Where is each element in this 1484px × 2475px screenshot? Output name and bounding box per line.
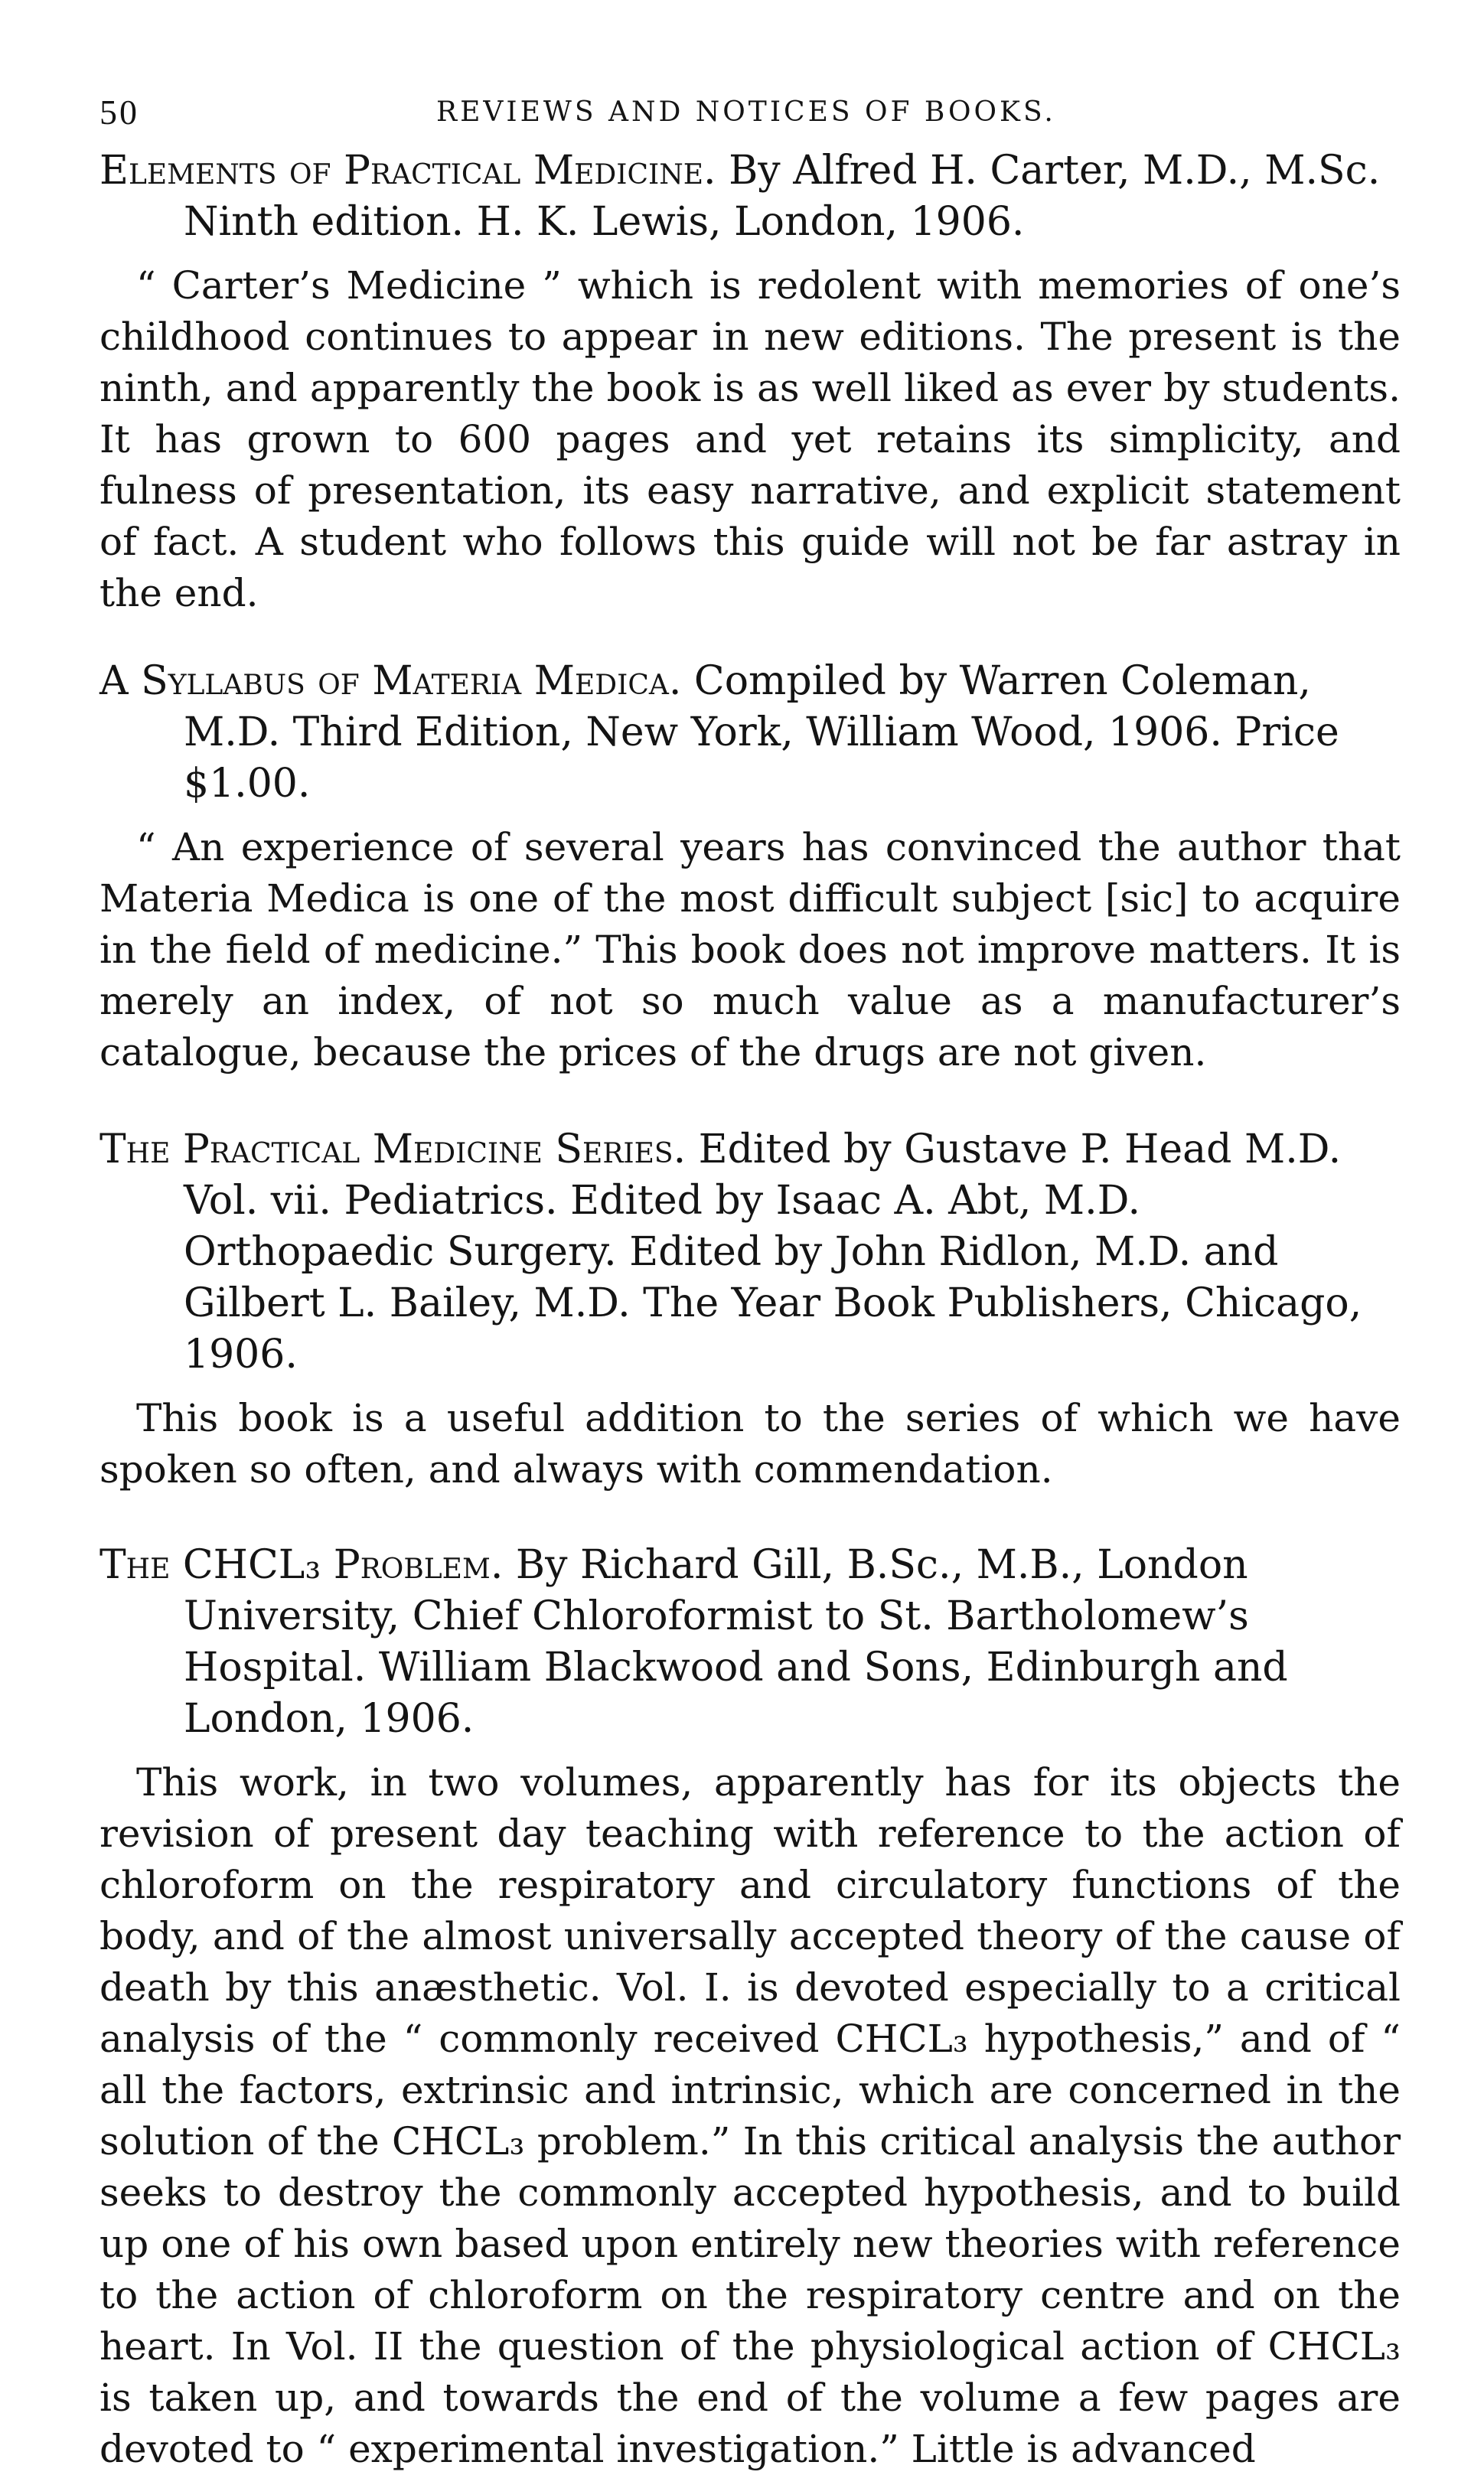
citation (99, 145, 1401, 248)
running-title: REVIEWS AND NOTICES OF BOOKS. (436, 96, 1056, 128)
page-number: 50 (99, 93, 139, 132)
citation-details: Compiled by Warren Coleman, M.D. Third Edition, New York, William Wood, 1906. Price $1.00. (184, 658, 1339, 807)
book-title: The CHCL₃ Problem. (99, 1542, 504, 1588)
review-practical-medicine-series (99, 1124, 1401, 1495)
running-head (99, 92, 1401, 145)
book-title: The Practical Medicine Series. (99, 1127, 687, 1172)
review-text: “ An experience of several years has convinced the author that Materia Medica is one of the most difficult subject [sic] to acquire in the field of medicine.” This book does not improve matters. It is merely an index, of not so much value as a manufacturer’s catalogue, because the prices of the drugs are not given. (99, 825, 1401, 1074)
review-text: This work, in two volumes, apparently has for its objects the revision of present day teaching with reference to the action of chloroform on the respiratory and circulatory functions of the body, and of the almost universally accepted theory of the cause of death by this anæsthetic. Vol. I. is devoted especially to a critical analysis of the “ commonly received CHCL₃ hypothesis,” and of “ all the factors, extrinsic and intrinsic, which are concerned in the solution of the CHCL₃ problem.” In this critical analysis the author seeks to destroy the commonly accepted hypothesis, and to build up one of his own based upon entirely new theories with reference to the action of chloroform on the respiratory centre and on the heart. In Vol. II the question of the physiological action of CHCL₃ is taken up, and towards the end of the volume a few pages are devoted to “ experimental investigation.” Little is advanced (99, 1760, 1401, 2471)
review-text: This book is a useful addition to the series of which we have spoken so often, and always with commendation. (99, 1396, 1401, 1492)
citation (99, 656, 1401, 810)
book-title: Elements of Practical Medicine. (99, 148, 716, 194)
book-page (99, 92, 1401, 2475)
citation-details: By Richard Gill, B.Sc., M.B., London University, Chief Chloroformist to St. Bartholomew’s Hospital. William Blackwood and Sons, Edinburgh and London, 1906. (184, 1542, 1288, 1742)
review-text: “ Carter’s Medicine ” which is redolent with memories of one’s childhood continues to appear in new editions. The present is the ninth, and apparently the book is as well liked as ever by students. It has grown to 600 pages and yet retains its simplicity, and fulness of presentation, its easy narrative, and explicit statement of fact. A student who follows this guide will not be far astray in the end. (99, 263, 1401, 615)
review-carter (99, 145, 1401, 619)
citation-details: Edited by Gustave P. Head M.D. Vol. vii. Pediatrics. Edited by Isaac A. Abt, M.D. Orthopaedic Surgery. Edited by John Ridlon, M.D. and Gilbert L. Bailey, M.D. The Year Book Publishers, Chicago, 1906. (184, 1127, 1362, 1378)
review-coleman (99, 656, 1401, 1078)
book-title: A Syllabus of Materia Medica. (99, 658, 682, 704)
citation-details: By Alfred H. Carter, M.D., M.Sc. Ninth edition. H. K. Lewis, London, 1906. (184, 148, 1381, 245)
citation (99, 1124, 1401, 1381)
citation (99, 1540, 1401, 1745)
review-gill (99, 1540, 1401, 2475)
